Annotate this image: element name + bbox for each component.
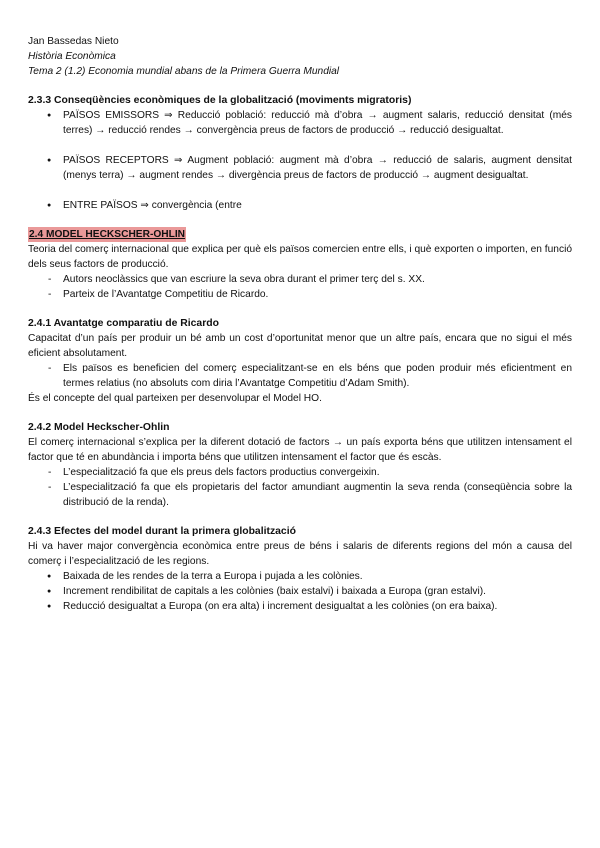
list-item: ● PAÏSOS RECEPTORS ⇒ Augment població: augment mà d’obra → reducció de salaris, augment densitat (menys terra) → augment rendes → divergència preus de factors de producció → augment desigualtat. xyxy=(28,153,572,183)
list-item: - Parteix de l’Avantatge Competitiu de Ricardo. xyxy=(28,287,572,302)
section-2-4-2 xyxy=(28,420,572,510)
list-item: ● ENTRE PAÏSOS ⇒ convergència (entre xyxy=(28,198,572,213)
list-item: - L’especialització fa que els propietaris del factor amundiant augmentin la seva renda (conseqüència sobre la distribució de la renda). xyxy=(28,480,572,510)
section-2-4-1-text: Capacitat d’un país per produir un bé amb un cost d’oportunitat menor que un altre país, encara que no sigui el més eficient absolutament. xyxy=(28,333,572,359)
list-item: ● Reducció desigualtat a Europa (on era alta) i increment desigualtat a les colònies (on era baixa). xyxy=(28,599,572,614)
list-item: ● PAÏSOS EMISSORS ⇒ Reducció població: reducció mà d’obra → augment salaris, reducció densitat (més terres) → reducció rendes → convergència preus de factors de producció → reducció desigualtat. xyxy=(28,108,572,138)
list-item: - Els països es beneficien del comerç especialitzant-se en els béns que poden produir més eficientment en termes relatius (no absoluts com diria l’Avantatge Competitiu d’Adam Smith). xyxy=(28,361,572,391)
list-item: - L’especialització fa que els preus dels factors productius convergeixin. xyxy=(28,465,572,480)
section-2-4-2-text: El comerç internacional s’explica per la diferent dotació de factors → un país exporta béns que utilitzen intensament el factor que té en abundància i importa béns que utilitzen intensament el factor que és escàs. xyxy=(28,437,572,463)
section-2-4-text: Teoria del comerç internacional que explica per què els països comercien entre ells, i què exporten o importen, en funció dels seus factors de producció. xyxy=(28,244,572,270)
section-2-4-2-list xyxy=(28,465,572,510)
list-item: ● Baixada de les rendes de la terra a Europa i pujada a les colònies. xyxy=(28,569,572,584)
section-2-4-2-title: 2.4.2 Model Heckscher-Ohlin xyxy=(28,422,170,433)
section-2-4-1 xyxy=(28,316,572,406)
section-2-4-1-footer: És el concepte del qual parteixen per desenvolupar el Model HO. xyxy=(28,393,322,404)
document-header xyxy=(28,34,572,79)
section-2-3-3-title: 2.3.3 Conseqüències econòmiques de la globalització (moviments migratoris) xyxy=(28,95,412,106)
section-2-3-3 xyxy=(28,93,572,213)
topic-line: Tema 2 (1.2) Economia mundial abans de la Primera Guerra Mundial xyxy=(28,66,340,77)
section-2-4-3-text: Hi va haver major convergència econòmica entre preus de béns i salaris de diferents regions del món a causa del comerç i l’especialització de les regions. xyxy=(28,541,572,567)
list-item: ● Increment rendibilitat de capitals a les colònies (baix estalvi) i baixada a Europa (gran estalvi). xyxy=(28,584,572,599)
section-2-4-3 xyxy=(28,524,572,614)
section-2-4-list xyxy=(28,272,572,302)
author-name: Jan Bassedas Nieto xyxy=(28,36,119,47)
list-item: - Autors neoclàssics que van escriure la seva obra durant el primer terç del s. XX. xyxy=(28,272,572,287)
section-2-3-3-list xyxy=(28,108,572,213)
section-2-4-title: 2.4 MODEL HECKSCHER-OHLIN xyxy=(29,229,186,240)
section-2-4-1-list xyxy=(28,361,572,391)
section-2-4-3-title: 2.4.3 Efectes del model durant la primera globalització xyxy=(28,526,296,537)
section-2-4-1-title: 2.4.1 Avantatge comparatiu de Ricardo xyxy=(28,318,219,329)
section-2-4 xyxy=(28,227,572,302)
course-name: Història Econòmica xyxy=(28,51,116,62)
section-2-4-3-list xyxy=(28,569,572,614)
